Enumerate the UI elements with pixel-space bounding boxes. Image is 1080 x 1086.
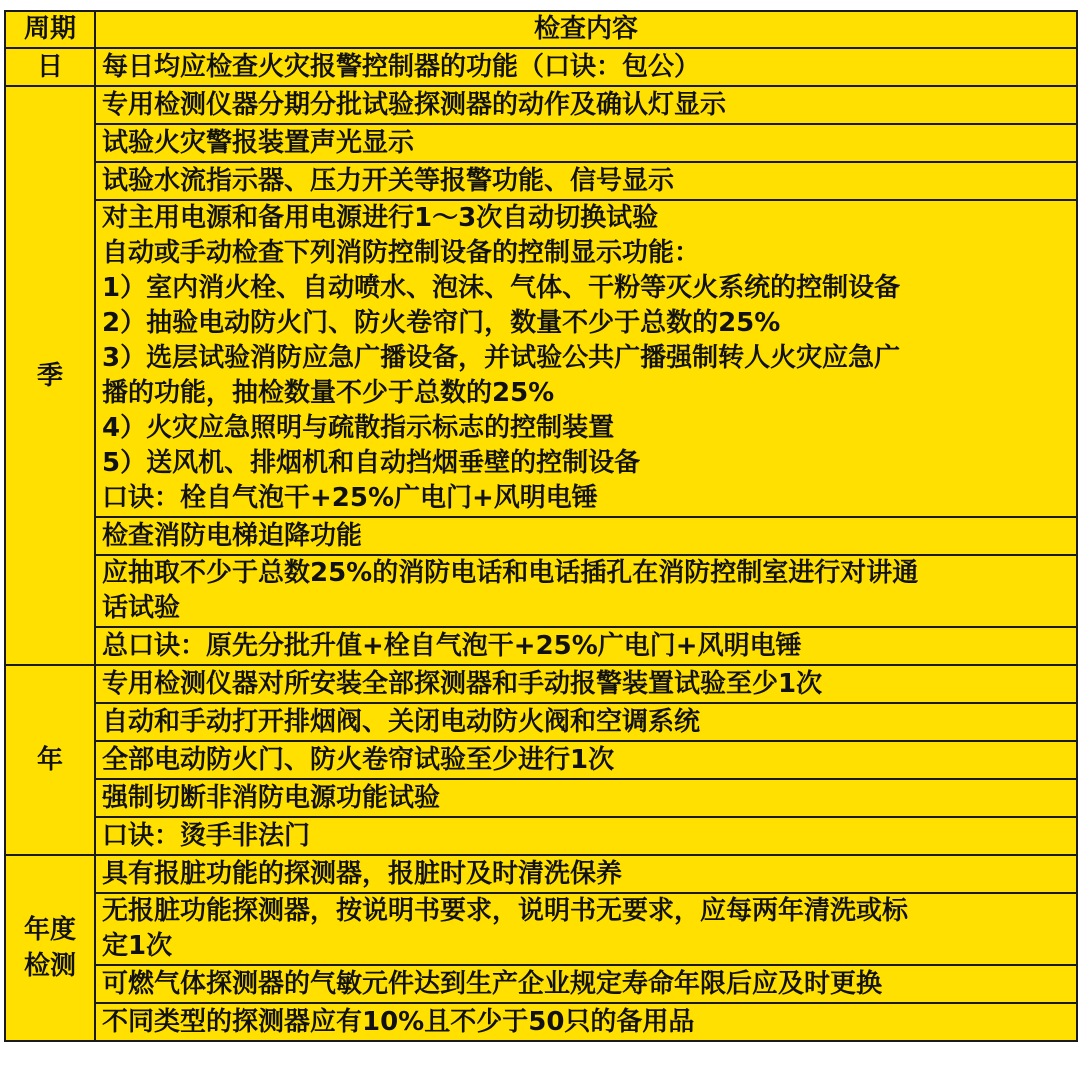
table-row [5,627,1077,665]
header-period: 周期 [5,11,95,48]
table-row [5,779,1077,817]
content-line: 自动或手动检查下列消防控制设备的控制显示功能： [102,238,701,268]
table-row [5,1003,1077,1041]
table-row [5,86,1077,124]
inspection-schedule-table [4,10,1078,1042]
table-row [5,965,1077,1003]
table-row [5,703,1077,741]
content-cell [95,779,1077,817]
content-line: 无报脏功能探测器，按说明书要求，说明书无要求，应每两年清洗或标 [102,896,909,926]
content-cell [95,741,1077,779]
content-line: 5）送风机、排烟机和自动挡烟垂壁的控制设备 [102,448,641,478]
content-line: 专用检测仪器分期分批试验探测器的动作及确认灯显示 [102,89,727,120]
content-line: 4）火灾应急照明与疏散指示标志的控制装置 [102,413,615,443]
content-cell [95,86,1077,124]
content-line: 1）室内消火栓、自动喷水、泡沫、气体、干粉等灭火系统的控制设备 [102,273,901,303]
content-cell [95,627,1077,665]
content-line: 每日均应检查火灾报警控制器的功能（口诀：包公） [102,51,701,82]
content-line: 口诀：烫手非法门 [102,820,311,851]
period-label: 日 [36,52,63,82]
content-line: 口诀：栓自气泡干+25%广电门+风明电锤 [102,483,598,513]
content-cell [95,555,1077,627]
header-content: 检查内容 [95,11,1077,48]
period-cell [5,855,95,1041]
period-label: 年 [36,745,63,775]
content-line: 应抽取不少于总数25%的消防电话和电话插孔在消防控制室进行对讲通 [102,558,919,588]
content-cell [95,124,1077,162]
content-cell [95,1003,1077,1041]
period-cell [5,665,95,855]
content-line: 不同类型的探测器应有10%且不少于50只的备用品 [102,1006,695,1037]
table-row [5,855,1077,893]
content-line: 具有报脏功能的探测器，报脏时及时清洗保养 [102,858,623,889]
content-line: 可燃气体探测器的气敏元件达到生产企业规定寿命年限后应及时更换 [102,968,883,999]
content-line: 试验水流指示器、压力开关等报警功能、信号显示 [102,165,675,196]
table-row [5,665,1077,703]
content-cell [95,893,1077,965]
content-line: 3）选层试验消防应急广播设备，并试验公共广播强制转人火灾应急广 [102,343,901,373]
content-line: 话试验 [102,593,181,623]
content-line: 强制切断非消防电源功能试验 [102,782,441,813]
content-line: 自动和手动打开排烟阀、关闭电动防火阀和空调系统 [102,706,701,737]
table-row [5,817,1077,855]
content-cell [95,855,1077,893]
content-line: 总口诀：原先分批升值+栓自气泡干+25%广电门+风明电锤 [102,630,802,661]
content-cell [95,200,1077,517]
period-cell [5,48,95,86]
content-line: 2）抽验电动防火门、防火卷帘门，数量不少于总数的25% [102,308,781,338]
content-line: 对主用电源和备用电源进行1～3次自动切换试验 [102,203,659,233]
table-row [5,162,1077,200]
table-body [5,48,1077,1041]
content-cell [95,48,1077,86]
content-cell [95,817,1077,855]
table-row [5,200,1077,517]
table-row [5,517,1077,555]
content-cell [95,665,1077,703]
content-line: 播的功能，抽检数量不少于总数的25% [102,378,555,408]
content-cell [95,703,1077,741]
content-line: 检查消防电梯迫降功能 [102,520,363,551]
table-row [5,48,1077,86]
content-line: 试验火灾警报装置声光显示 [102,127,415,158]
header-row [5,11,1077,48]
period-cell [5,86,95,665]
table-row [5,893,1077,965]
content-cell [95,162,1077,200]
table-row [5,741,1077,779]
table-row [5,555,1077,627]
content-line: 专用检测仪器对所安装全部探测器和手动报警装置试验至少1次 [102,668,823,699]
content-cell [95,965,1077,1003]
period-label: 年度检测 [23,915,76,981]
inspection-table-container [4,10,1076,1068]
content-line: 全部电动防火门、防火卷帘试验至少进行1次 [102,744,615,775]
content-line: 定1次 [102,931,173,961]
content-cell [95,517,1077,555]
period-label: 季 [36,360,63,391]
table-row [5,124,1077,162]
